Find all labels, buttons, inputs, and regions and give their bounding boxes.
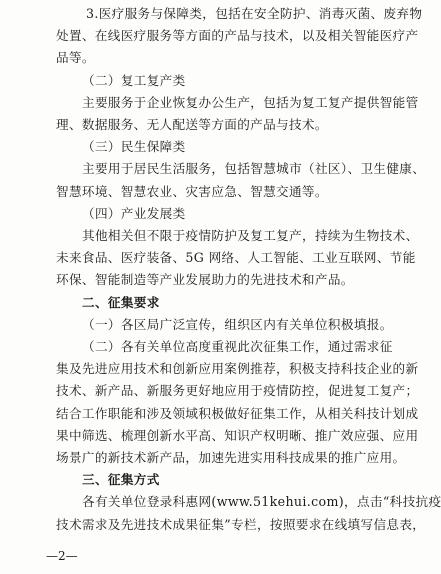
body-line-11: 其他相关但不限于疫情防护及复工复产，持续为生物技术、 bbox=[82, 228, 419, 243]
section-heading-method: 三、征集方式 bbox=[82, 472, 160, 488]
body-line-2: 处置、在线医疗服务等方面的产品与技术，以及相关智能医疗产 bbox=[56, 28, 419, 44]
body-line-13: 环保、智能制造等产业发展助力的先进技术和产品。 bbox=[56, 272, 354, 288]
body-line-24: 技术需求及先进技术成果征集”专栏，按照要求在线填写信息表， bbox=[56, 516, 426, 532]
body-line-16: （二）各有关单位高度重视此次征集工作，通过需求征 bbox=[82, 339, 393, 354]
body-line-8: 主要用于居民生活服务，包括智慧城市（社区）、卫生健康、 bbox=[82, 161, 426, 177]
subheading-livelihood: （三）民生保障类 bbox=[82, 139, 186, 155]
body-line-1: 3.医疗服务与保障类，包括在安全防护、消毒灭菌、废弃物 bbox=[86, 6, 423, 21]
body-line-3: 品等。 bbox=[56, 50, 95, 66]
body-line-21: 场景广的新技术新产品，加速先进实用科技成果的推广应用。 bbox=[56, 450, 406, 465]
body-line-5: 主要服务于企业恢复办公生产，包括为复工复产提供智能管 bbox=[82, 94, 419, 110]
body-line-15: （一）各区局广泛宣传，组织区内有关单位积极填报。 bbox=[82, 316, 393, 332]
body-line-18: 技术、新产品、新服务更好地应用于疫情防控，促进复工复产； bbox=[56, 383, 419, 399]
body-line-20: 果中筛选、梳理创新水平高、知识产权明晰、推广效应强、应用 bbox=[56, 427, 419, 443]
section-heading-requirements: 二、征集要求 bbox=[82, 294, 160, 310]
body-line-12: 未来食品、医疗装备、5G 网络、人工智能、工业互联网、节能 bbox=[56, 250, 416, 266]
subheading-industry: （四）产业发展类 bbox=[82, 205, 186, 221]
body-line-23: 各有关单位登录科惠网(www.51kehui.com)，点击“科技抗疫 bbox=[82, 494, 441, 510]
subheading-resumption: （二）复工复产类 bbox=[82, 72, 186, 88]
page-number: —2— bbox=[46, 549, 78, 563]
body-line-9: 智慧环境、智慧农业、灾害应急、智慧交通等。 bbox=[56, 183, 328, 199]
body-line-17: 集及先进应用技术和创新应用案例推荐，积极支持科技企业的新 bbox=[56, 361, 419, 377]
body-line-6: 理、数据服务、无人配送等方面的产品与技术。 bbox=[56, 117, 328, 132]
body-line-19: 结合工作职能和涉及领域积极做好征集工作，从相关科技计划成 bbox=[56, 405, 419, 421]
